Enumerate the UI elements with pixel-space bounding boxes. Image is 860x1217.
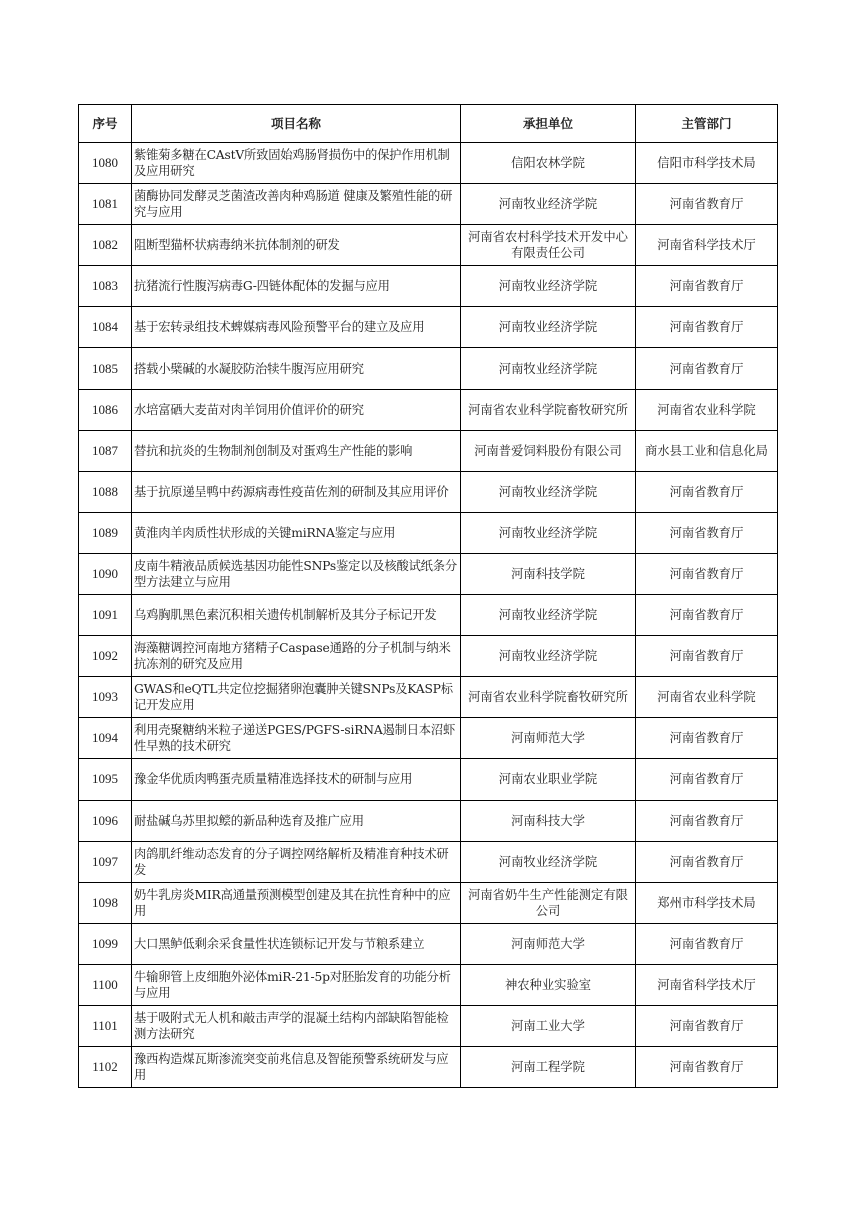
serial-number-cell: 1086 — [79, 389, 132, 430]
serial-number-cell: 1088 — [79, 471, 132, 512]
project-name-cell: 紫锥菊多糖在CAstV所致固始鸡肠肾损伤中的保护作用机制及应用研究 — [132, 143, 461, 184]
table-row — [79, 759, 778, 800]
supervising-department-cell: 河南省教育厅 — [636, 348, 778, 389]
undertaking-unit-cell: 河南省奶牛生产性能测定有限公司 — [461, 882, 636, 923]
undertaking-unit-cell: 河南省农村科学技术开发中心有限责任公司 — [461, 225, 636, 266]
supervising-department-cell: 河南省教育厅 — [636, 800, 778, 841]
serial-number-cell: 1089 — [79, 512, 132, 553]
project-name-cell: 大口黑鲈低剩余采食量性状连锁标记开发与节粮系建立 — [132, 923, 461, 964]
table-header-row — [79, 105, 778, 143]
undertaking-unit-cell: 河南牧业经济学院 — [461, 512, 636, 553]
project-name-cell: 菌酶协同发酵灵芝菌渣改善肉种鸡肠道 健康及繁殖性能的研究与应用 — [132, 184, 461, 225]
serial-number-cell: 1099 — [79, 923, 132, 964]
table-row — [79, 553, 778, 594]
project-name-cell: 黄淮肉羊肉质性状形成的关键miRNA鉴定与应用 — [132, 512, 461, 553]
undertaking-unit-cell: 河南牧业经济学院 — [461, 841, 636, 882]
project-name-cell: 利用壳聚糖纳米粒子递送PGES/PGFS-siRNA遏制日本沼虾性早熟的技术研究 — [132, 718, 461, 759]
undertaking-unit-cell: 河南牧业经济学院 — [461, 471, 636, 512]
table-row — [79, 143, 778, 184]
table-row — [79, 1047, 778, 1088]
serial-number-cell: 1082 — [79, 225, 132, 266]
undertaking-unit-cell: 河南科技学院 — [461, 553, 636, 594]
project-name-cell: 基于吸附式无人机和敲击声学的混凝土结构内部缺陷智能检测方法研究 — [132, 1005, 461, 1046]
undertaking-unit-cell: 河南普爱饲料股份有限公司 — [461, 430, 636, 471]
supervising-department-cell: 河南省教育厅 — [636, 718, 778, 759]
table-row — [79, 964, 778, 1005]
project-name-cell: 皮南牛精液品质候选基因功能性SNPs鉴定以及核酸试纸条分型方法建立与应用 — [132, 553, 461, 594]
serial-number-cell: 1100 — [79, 964, 132, 1005]
project-name-cell: 奶牛乳房炎MIR高通量预测模型创建及其在抗性育种中的应用 — [132, 882, 461, 923]
table-row — [79, 718, 778, 759]
table-row — [79, 882, 778, 923]
supervising-department-cell: 河南省教育厅 — [636, 636, 778, 677]
serial-number-cell: 1080 — [79, 143, 132, 184]
serial-number-cell: 1081 — [79, 184, 132, 225]
supervising-department-cell: 商水县工业和信息化局 — [636, 430, 778, 471]
supervising-department-cell: 河南省教育厅 — [636, 1047, 778, 1088]
supervising-department-cell: 河南省科学技术厅 — [636, 964, 778, 1005]
undertaking-unit-cell: 河南工业大学 — [461, 1005, 636, 1046]
supervising-department-cell: 河南省科学技术厅 — [636, 225, 778, 266]
undertaking-unit-cell: 河南牧业经济学院 — [461, 266, 636, 307]
table-row — [79, 677, 778, 718]
supervising-department-cell: 河南省农业科学院 — [636, 677, 778, 718]
table-row — [79, 307, 778, 348]
table-row — [79, 225, 778, 266]
serial-number-cell: 1097 — [79, 841, 132, 882]
undertaking-unit-cell: 神农种业实验室 — [461, 964, 636, 1005]
serial-number-cell: 1087 — [79, 430, 132, 471]
serial-number-cell: 1090 — [79, 553, 132, 594]
supervising-department-cell: 河南省教育厅 — [636, 266, 778, 307]
table-row — [79, 348, 778, 389]
supervising-department-cell: 河南省教育厅 — [636, 595, 778, 636]
table-row — [79, 1005, 778, 1046]
project-name-cell: 水培富硒大麦苗对肉羊饲用价值评价的研究 — [132, 389, 461, 430]
project-table — [78, 104, 778, 1088]
table-row — [79, 389, 778, 430]
header-undertaking-unit: 承担单位 — [461, 105, 636, 143]
serial-number-cell: 1094 — [79, 718, 132, 759]
table-row — [79, 266, 778, 307]
project-name-cell: 阻断型猫杯状病毒纳米抗体制剂的研发 — [132, 225, 461, 266]
undertaking-unit-cell: 河南科技大学 — [461, 800, 636, 841]
serial-number-cell: 1083 — [79, 266, 132, 307]
project-name-cell: 乌鸡胸肌黑色素沉积相关遗传机制解析及其分子标记开发 — [132, 595, 461, 636]
table-body — [79, 143, 778, 1088]
undertaking-unit-cell: 信阳农林学院 — [461, 143, 636, 184]
undertaking-unit-cell: 河南师范大学 — [461, 923, 636, 964]
project-name-cell: 牛输卵管上皮细胞外泌体miR-21-5p对胚胎发育的功能分析与应用 — [132, 964, 461, 1005]
table-row — [79, 184, 778, 225]
serial-number-cell: 1084 — [79, 307, 132, 348]
header-serial-number: 序号 — [79, 105, 132, 143]
supervising-department-cell: 信阳市科学技术局 — [636, 143, 778, 184]
undertaking-unit-cell: 河南工程学院 — [461, 1047, 636, 1088]
undertaking-unit-cell: 河南农业职业学院 — [461, 759, 636, 800]
supervising-department-cell: 郑州市科学技术局 — [636, 882, 778, 923]
project-name-cell: 耐盐碱乌苏里拟鲿的新品种选育及推广应用 — [132, 800, 461, 841]
supervising-department-cell: 河南省农业科学院 — [636, 389, 778, 430]
serial-number-cell: 1085 — [79, 348, 132, 389]
table-row — [79, 923, 778, 964]
serial-number-cell: 1095 — [79, 759, 132, 800]
undertaking-unit-cell: 河南牧业经济学院 — [461, 184, 636, 225]
project-name-cell: 肉鸽肌纤维动态发育的分子调控网络解析及精准育种技术研发 — [132, 841, 461, 882]
supervising-department-cell: 河南省教育厅 — [636, 923, 778, 964]
undertaking-unit-cell: 河南省农业科学院畜牧研究所 — [461, 677, 636, 718]
supervising-department-cell: 河南省教育厅 — [636, 759, 778, 800]
serial-number-cell: 1102 — [79, 1047, 132, 1088]
project-name-cell: 抗猪流行性腹泻病毒G-四链体配体的发掘与应用 — [132, 266, 461, 307]
supervising-department-cell: 河南省教育厅 — [636, 512, 778, 553]
supervising-department-cell: 河南省教育厅 — [636, 1005, 778, 1046]
serial-number-cell: 1101 — [79, 1005, 132, 1046]
undertaking-unit-cell: 河南省农业科学院畜牧研究所 — [461, 389, 636, 430]
undertaking-unit-cell: 河南牧业经济学院 — [461, 348, 636, 389]
supervising-department-cell: 河南省教育厅 — [636, 184, 778, 225]
table-row — [79, 636, 778, 677]
serial-number-cell: 1091 — [79, 595, 132, 636]
project-name-cell: 基于宏转录组技术蜱媒病毒风险预警平台的建立及应用 — [132, 307, 461, 348]
serial-number-cell: 1093 — [79, 677, 132, 718]
table-row — [79, 595, 778, 636]
supervising-department-cell: 河南省教育厅 — [636, 553, 778, 594]
table-row — [79, 471, 778, 512]
table-row — [79, 430, 778, 471]
serial-number-cell: 1096 — [79, 800, 132, 841]
table-row — [79, 841, 778, 882]
serial-number-cell: 1098 — [79, 882, 132, 923]
supervising-department-cell: 河南省教育厅 — [636, 471, 778, 512]
supervising-department-cell: 河南省教育厅 — [636, 307, 778, 348]
header-supervising-department: 主管部门 — [636, 105, 778, 143]
table-row — [79, 800, 778, 841]
table-row — [79, 512, 778, 553]
undertaking-unit-cell: 河南牧业经济学院 — [461, 595, 636, 636]
project-name-cell: 豫金华优质肉鸭蛋壳质量精准选择技术的研制与应用 — [132, 759, 461, 800]
project-name-cell: 海藻糖调控河南地方猪精子Caspase通路的分子机制与纳米抗冻剂的研究及应用 — [132, 636, 461, 677]
undertaking-unit-cell: 河南师范大学 — [461, 718, 636, 759]
project-name-cell: 豫西构造煤瓦斯渗流突变前兆信息及智能预警系统研发与应用 — [132, 1047, 461, 1088]
project-name-cell: 基于抗原递呈鸭中药源病毒性疫苗佐剂的研制及其应用评价 — [132, 471, 461, 512]
project-name-cell: 搭载小檗碱的水凝胶防治犊牛腹泻应用研究 — [132, 348, 461, 389]
project-name-cell: GWAS和eQTL共定位挖掘猪卵泡囊肿关键SNPs及KASP标记开发应用 — [132, 677, 461, 718]
undertaking-unit-cell: 河南牧业经济学院 — [461, 307, 636, 348]
serial-number-cell: 1092 — [79, 636, 132, 677]
undertaking-unit-cell: 河南牧业经济学院 — [461, 636, 636, 677]
project-name-cell: 替抗和抗炎的生物制剂创制及对蛋鸡生产性能的影响 — [132, 430, 461, 471]
header-project-name: 项目名称 — [132, 105, 461, 143]
supervising-department-cell: 河南省教育厅 — [636, 841, 778, 882]
